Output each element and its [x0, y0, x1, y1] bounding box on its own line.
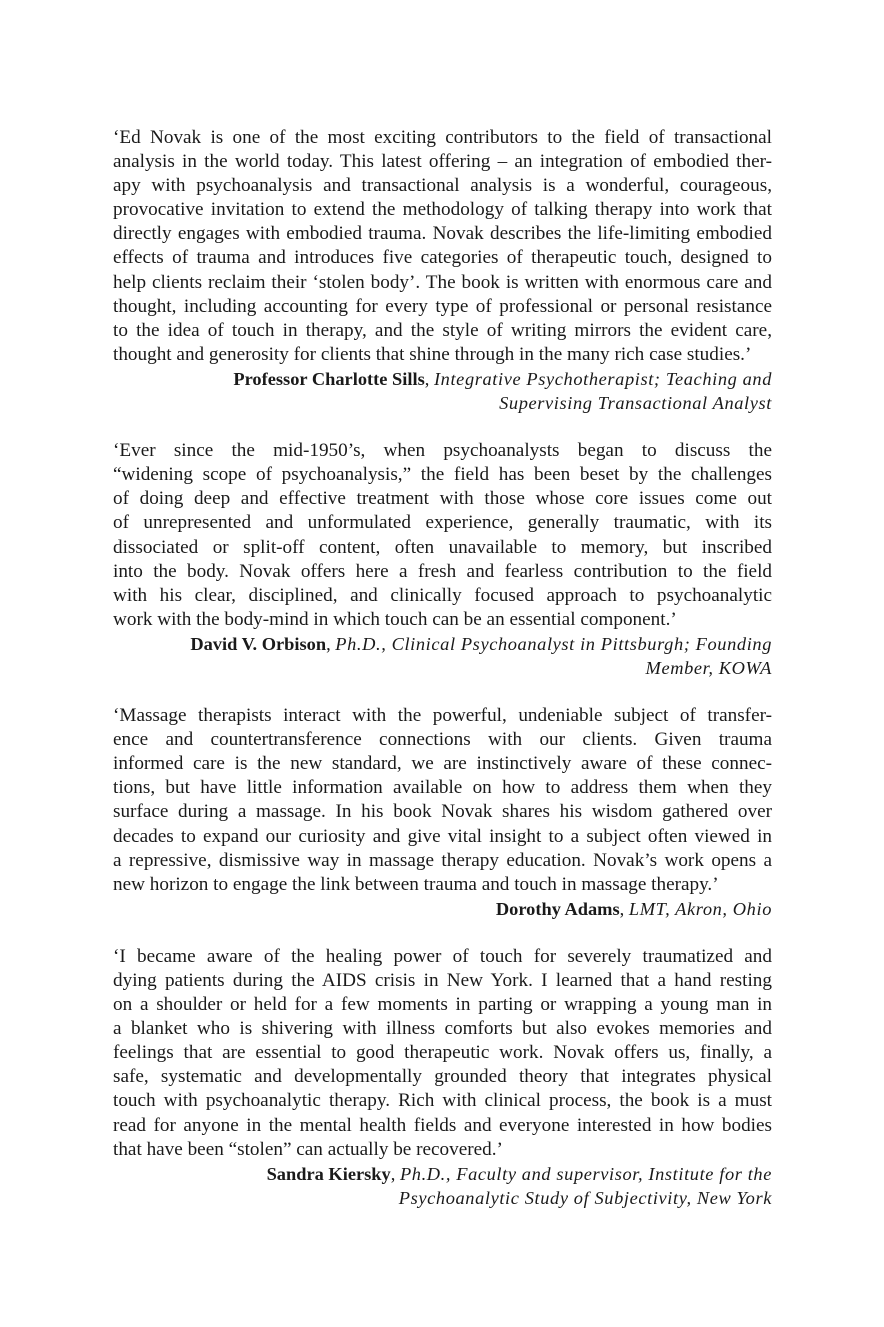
- attribution-line: [113, 367, 772, 391]
- endorsement-block: [113, 704, 772, 921]
- quote-line: of doing deep and effective treatment with those whose core issues come out: [113, 488, 772, 510]
- quote-line: ence and countertransference connections with our clients. Given trauma: [113, 729, 772, 751]
- quote-line: safe, systematic and developmentally grounded theory that integrates physical: [113, 1066, 772, 1088]
- quote-line: analysis in the world today. This latest offering – an integration of embodied ther-: [113, 151, 772, 173]
- quote-line: thought and generosity for clients that shine through in the many rich case studies.’: [113, 343, 752, 365]
- quote-line: thought, including accounting for every type of professional or personal resistance: [113, 295, 772, 317]
- quote-line: new horizon to engage the link between trauma and touch in massage therapy.’: [113, 873, 719, 895]
- author-credentials: LMT, Akron, Ohio: [628, 898, 772, 919]
- attribution-line: [113, 391, 772, 415]
- attribution-line: [113, 897, 772, 921]
- quote-line: feelings that are essential to good therapeutic work. Novak offers us, finally, a: [113, 1042, 772, 1064]
- endorsement-block: [113, 126, 772, 415]
- attribution-separator: ,: [619, 898, 629, 919]
- quote-line: informed care is the new standard, we are instinctively aware of these connec-: [113, 753, 772, 775]
- quote-line: of unrepresented and unformulated experience, generally traumatic, with its: [113, 512, 772, 534]
- quote-line: help clients reclaim their ‘stolen body’. The book is written with enormous care and: [113, 271, 772, 293]
- quote-line: to the idea of touch in therapy, and the style of writing mirrors the evident care,: [113, 319, 772, 341]
- endorsement-block: [113, 439, 772, 680]
- quote-line: provocative invitation to extend the methodology of talking therapy into work that: [113, 199, 772, 221]
- author-credentials: Integrative Psychotherapist; Teaching and: [433, 368, 772, 389]
- quote-line: that have been “stolen” can actually be recovered.’: [113, 1138, 503, 1160]
- attribution-separator: ,: [390, 1163, 400, 1184]
- author-name: David V. Orbison: [190, 633, 327, 654]
- quote-line: into the body. Novak offers here a fresh and fearless contribution to the field: [113, 560, 772, 582]
- quote-line: a repressive, dismissive way in massage therapy education. Novak’s work opens a: [113, 849, 772, 871]
- quote-line: “widening scope of psychoanalysis,” the field has been beset by the challenges: [113, 464, 772, 486]
- quote-line: ‘I became aware of the healing power of touch for severely traumatized and: [113, 945, 772, 967]
- author-credentials: Supervising Transactional Analyst: [499, 393, 772, 414]
- quote-line: ‘Ed Novak is one of the most exciting contributors to the field of transactional: [113, 127, 772, 148]
- quote-line: directly engages with embodied trauma. Novak describes the life-limiting embodied: [113, 223, 772, 245]
- attribution-line: [113, 656, 772, 680]
- quote-line: work with the body-mind in which touch can be an essential component.’: [113, 608, 677, 630]
- quote-line: dying patients during the AIDS crisis in New York. I learned that a hand resting: [113, 970, 772, 991]
- endorsement-block: [113, 945, 772, 1210]
- author-credentials: Ph.D., Faculty and supervisor, Institute for the: [399, 1163, 772, 1184]
- quote-line: decades to expand our curiosity and give vital insight to a subject often viewed in: [113, 825, 772, 847]
- author-credentials: Psychoanalytic Study of Subjectivity, New York: [398, 1187, 772, 1208]
- quote-line: touch with psychoanalytic therapy. Rich with clinical process, the book is a must: [113, 1090, 772, 1112]
- attribution-line: [113, 632, 772, 656]
- quote-line: effects of trauma and introduces five categories of therapeutic touch, designed to: [113, 247, 772, 269]
- quote-line: apy with psychoanalysis and transactional analysis is a wonderful, courageous,: [113, 175, 772, 197]
- author-credentials: Ph.D., Clinical Psychoanalyst in Pittsburgh; Founding: [335, 633, 772, 654]
- attribution-separator: ,: [326, 633, 336, 654]
- quote-line: ‘Massage therapists interact with the powerful, undeniable subject of transfer-: [113, 705, 772, 727]
- attribution-line: [113, 1162, 772, 1186]
- quote-line: read for anyone in the mental health fields and everyone interested in how bodies: [113, 1114, 772, 1136]
- endorsements-page: [113, 126, 772, 1234]
- quote-line: a blanket who is shivering with illness comforts but also evokes memories and: [113, 1018, 772, 1040]
- author-name: Dorothy Adams: [495, 898, 620, 919]
- quote-line: ‘Ever since the mid-1950’s, when psychoanalysts began to discuss the: [113, 440, 772, 462]
- quote-line: on a shoulder or held for a few moments in parting or wrapping a young man in: [113, 994, 772, 1016]
- author-credentials: Member, KOWA: [645, 657, 772, 678]
- attribution-line: [113, 1186, 772, 1210]
- author-name: Sandra Kiersky: [266, 1163, 391, 1184]
- author-name: Professor Charlotte Sills: [233, 368, 425, 389]
- quote-line: surface during a massage. In his book Novak shares his wisdom gathered over: [113, 801, 772, 823]
- attribution-separator: ,: [424, 368, 434, 389]
- quote-line: with his clear, disciplined, and clinically focused approach to psychoanalytic: [113, 584, 772, 606]
- quote-line: dissociated or split-off content, often unavailable to memory, but inscribed: [113, 536, 772, 558]
- quote-line: tions, but have little information available on how to address them when they: [113, 777, 772, 799]
